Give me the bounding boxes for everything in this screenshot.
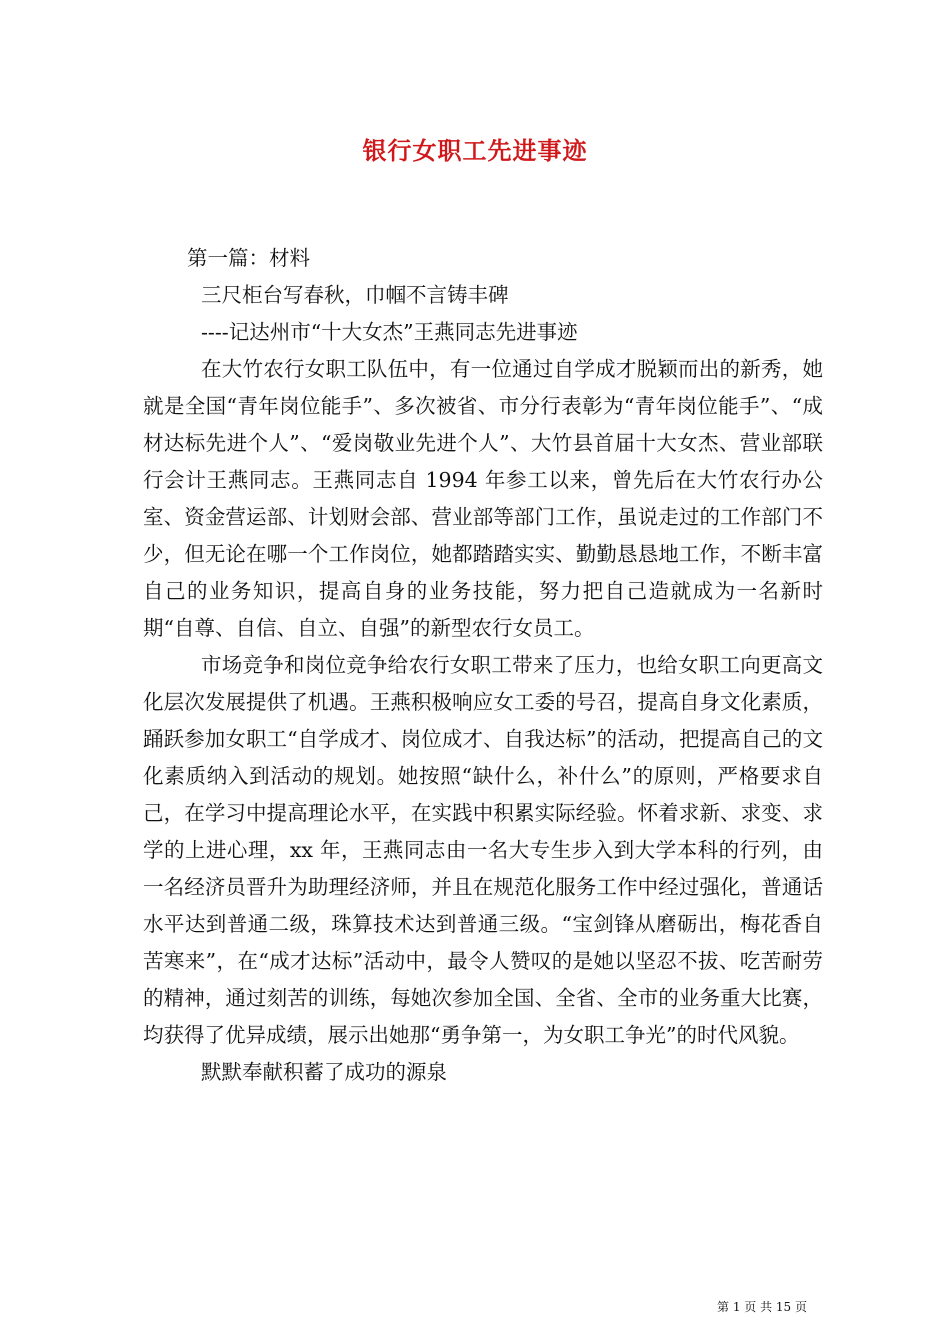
paragraph-1: 在大竹农行女职工队伍中，有一位通过自学成才脱颖而出的新秀，她就是全国“青年岗位能手”、多次被省、市分行表彰为“青年岗位能手”、“成材达标先进个人”、“爱岗敬业先进个人”、大竹县首届十大女杰、营业部联行会计王燕同志。王燕同志自 1994 年参工以来，曾先后在大竹农行办公室、资金营运部、计划财会部、营业部等部门工作，虽说走过的工作部门不少，但无论在哪一个工作岗位，她都踏踏实实、勤勤恳恳地工作，不断丰富自己的业务知识，提高自身的业务技能，努力把自己造就成为一名新时期“自尊、自信、自立、自强”的新型农行女员工。 <box>143 357 823 640</box>
document-title: 银行女职工先进事迹 <box>362 136 588 165</box>
section-heading: 第一篇：材料 <box>187 246 310 270</box>
article-byline: ----记达州市“十大女杰”王燕同志先进事迹 <box>201 320 578 344</box>
paragraph-2: 市场竞争和岗位竞争给农行女职工带来了压力，也给女职工向更高文化层次发展提供了机遇。王燕积极响应女工委的号召，提高自身文化素质，踊跃参加女职工“自学成才、岗位成才、自我达标”的活动，把提高自己的文化素质纳入到活动的规划。她按照“缺什么，补什么”的原则，严格要求自己，在学习中提高理论水平，在实践中积累实际经验。怀着求新、求变、求学的上进心理，xx 年，王燕同志由一名大专生步入到大学本科的行列，由一名经济员晋升为助理经济师，并且在规范化服务工作中经过强化，普通话水平达到普通二级，珠算技术达到普通三级。“宝剑锋从磨砺出，梅花香自苦寒来”，在“成才达标”活动中，最令人赞叹的是她以坚忍不拔、吃苦耐劳的精神，通过刻苦的训练，每她次参加全国、全省、全市的业务重大比赛，均获得了优异成绩，展示出她那“勇争第一，为女职工争光”的时代风貌。 <box>143 653 823 1047</box>
document-body <box>143 240 823 1091</box>
article-subtitle: 三尺柜台写春秋，巾帼不言铸丰碑 <box>201 283 509 307</box>
page-number: 第 1 页 共 15 页 <box>717 1300 807 1314</box>
closing-heading: 默默奉献积蓄了成功的源泉 <box>201 1060 447 1084</box>
